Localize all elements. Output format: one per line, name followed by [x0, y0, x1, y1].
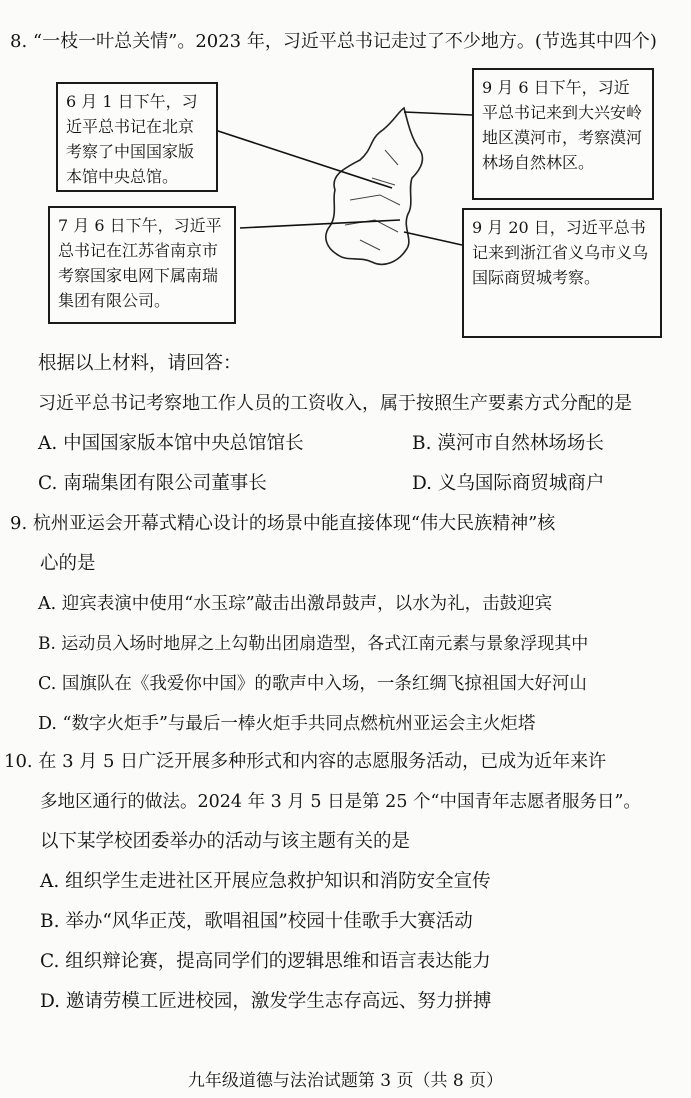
q10-stem-line1: 10. 在 3 月 5 日广泛开展多种形式和内容的志愿服务活动，已成为近年来许 — [4, 751, 607, 772]
q10-stem-line3: 以下某学校团委举办的活动与该主题有关的是 — [40, 831, 411, 852]
q10-option-d: D. 邀请劳模工匠进校园，激发学生志存高远、努力拼搏 — [40, 991, 492, 1012]
q8-option-b: B. 漠河市自然林场场长 — [412, 433, 604, 454]
china-map-outline — [326, 108, 423, 264]
q8-stem-text: “一枝一叶总关情”。2023 年，习近平总书记走过了不少地方。(节选其中四个) — [32, 31, 657, 52]
q8-question: 习近平总书记考察地工作人员的工资收入，属于按照生产要素方式分配的是 — [38, 393, 632, 414]
box-beijing: 6 月 1 日下午，习近平总书记在北京考察了中国国家版本馆中央总馆。 — [56, 82, 218, 192]
q9-stem-line1: 9. 杭州亚运会开幕式精心设计的场景中能直接体现“伟大民族精神”核 — [10, 513, 556, 534]
q8-option-c: C. 南瑞集团有限公司董事长 — [38, 473, 267, 494]
pointer-line-beijing — [215, 130, 392, 188]
q8-option-d: D. 义乌国际商贸城商户 — [412, 473, 605, 494]
q10-option-c: C. 组织辩论赛，提高同学们的逻辑思维和语言表达能力 — [40, 951, 491, 972]
china-map-provinces — [345, 150, 400, 250]
q10-option-b: B. 举办“风华正茂，歌唱祖国”校园十佳歌手大赛活动 — [40, 911, 473, 932]
q8-option-a: A. 中国国家版本馆中央总馆馆长 — [38, 433, 304, 454]
q9-option-d: D. “数字火炬手”与最后一棒火炬手共同点燃杭州亚运会主火炬塔 — [38, 714, 536, 734]
q8-number: 8. — [10, 31, 28, 52]
q9-option-b: B. 运动员入场时地屏之上勾勒出团扇造型，各式江南元素与景象浮现其中 — [38, 634, 589, 654]
page-footer: 九年级道德与法治试题第 3 页（共 8 页） — [187, 1071, 504, 1091]
pointer-line-mohe — [404, 112, 472, 115]
box-yiwu: 9 月 20 日，习近平总书记来到浙江省义乌市义乌国际商贸城考察。 — [462, 208, 662, 338]
box-mohe: 9 月 6 日下午，习近平总书记来到大兴安岭地区漠河市，考察漠河林场自然林区。 — [472, 68, 654, 200]
q9-option-a: A. 迎宾表演中使用“水玉琮”敲击出激昂鼓声，以水为礼，击鼓迎宾 — [38, 594, 553, 614]
box-nanjing: 7 月 6 日下午，习近平总书记在江苏省南京市考察国家电网下属南瑞集团有限公司。 — [48, 206, 236, 324]
q10-stem-line2: 多地区通行的做法。2024 年 3 月 5 日是第 25 个“中国青年志愿者服务日”。 — [40, 792, 641, 812]
q10-option-a: A. 组织学生走进社区开展应急救护知识和消防安全宣传 — [40, 871, 491, 892]
q9-option-c: C. 国旗队在《我爱你中国》的歌声中入场，一条红绸飞掠祖国大好河山 — [38, 674, 587, 694]
q8-instruction: 根据以上材料，请回答： — [38, 353, 242, 374]
pointer-line-nanjing — [240, 220, 400, 228]
pointer-line-yiwu — [404, 232, 462, 245]
q9-stem-line2: 心的是 — [40, 553, 96, 574]
